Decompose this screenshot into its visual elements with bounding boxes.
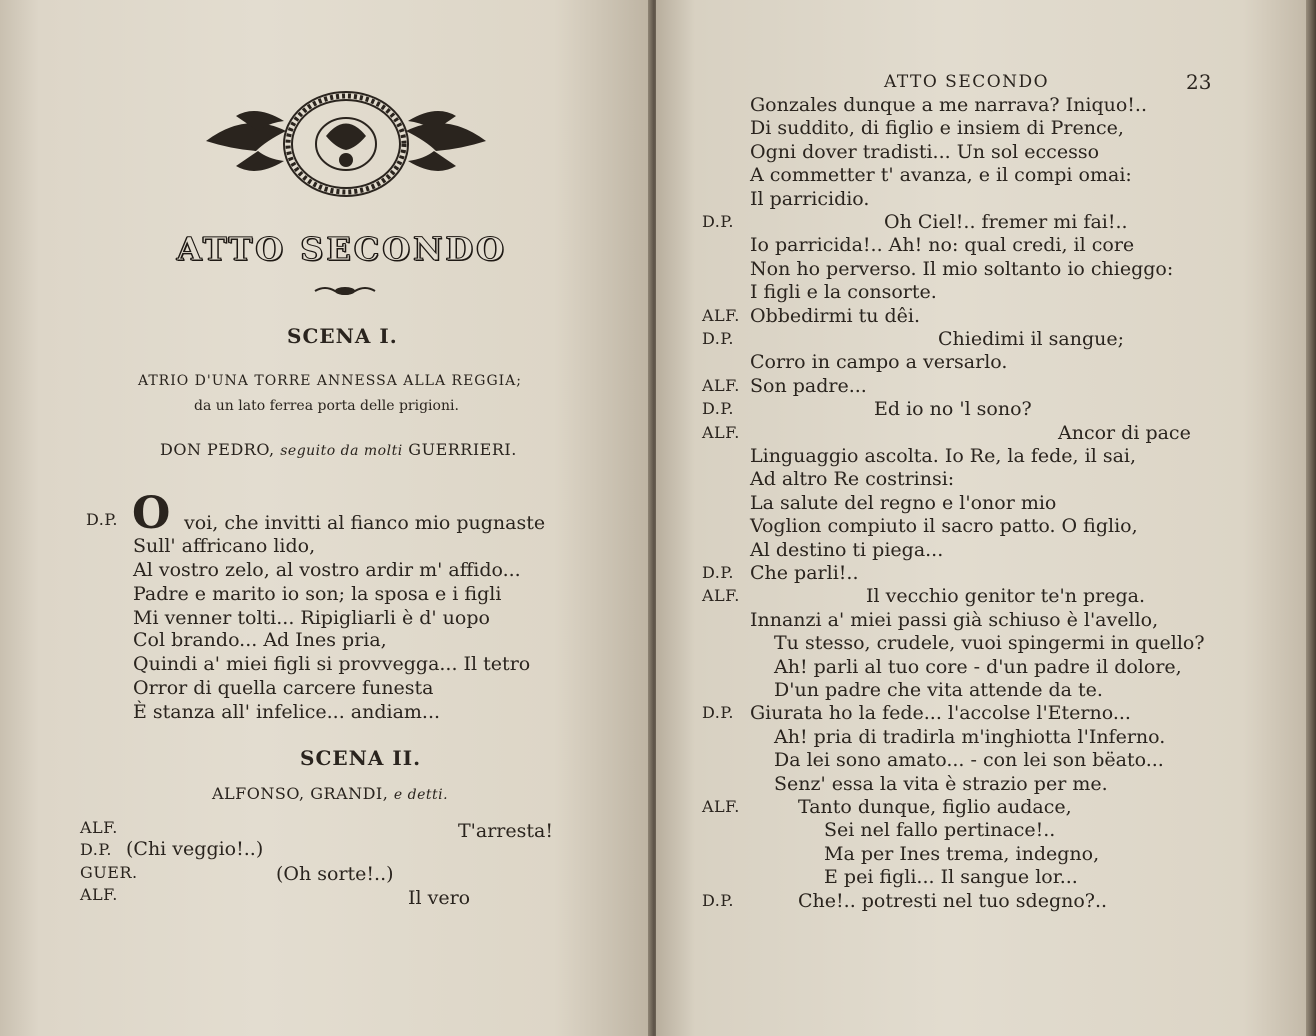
verse-line: Al destino ti piega... bbox=[750, 538, 944, 561]
verse-line: Corro in campo a versarlo. bbox=[750, 351, 1008, 374]
speaker-label: ALF. bbox=[702, 797, 740, 816]
verse-line: Ma per Ines trema, indegno, bbox=[824, 842, 1100, 865]
verse-line: Innanzi a' miei passi già schiuso è l'avello, bbox=[750, 608, 1159, 631]
verse-line: Giurata ho la fede... l'accolse l'Eterno... bbox=[750, 702, 1131, 725]
cast-direction: seguito da molti bbox=[280, 443, 403, 459]
cast-name: ALFONSO, GRANDI, bbox=[212, 784, 389, 803]
right-page bbox=[656, 0, 1308, 1036]
verse-line: Son padre... bbox=[750, 374, 867, 397]
speaker-label: D.P. bbox=[86, 510, 118, 529]
drop-initial: O bbox=[132, 488, 171, 539]
speaker-label: D.P. bbox=[702, 329, 734, 348]
verse-line: Da lei sono amato... - con lei son bëato... bbox=[774, 749, 1164, 772]
verse-line: Al vostro zelo, al vostro ardir m' affido... bbox=[133, 559, 521, 581]
speaker-label: ALF. bbox=[702, 422, 740, 442]
scene1-cast bbox=[160, 442, 517, 458]
verse-line: Obbedirmi tu dêi. bbox=[750, 304, 921, 327]
verse-line: Orror di quella carcere funesta bbox=[133, 677, 434, 699]
scene2-cast bbox=[212, 786, 448, 802]
speaker-label: ALF. bbox=[702, 586, 740, 606]
verse-line: Di suddito, di figlio e insiem di Prence, bbox=[750, 117, 1124, 140]
verse-line: Io parricida!.. Ah! no: qual credi, il core bbox=[750, 234, 1135, 257]
verse-line: E pei figli... Il sangue lor... bbox=[824, 866, 1078, 889]
verse-line: Il vero bbox=[408, 887, 471, 909]
verse-line: Quindi a' miei figli si provvegga... Il tetro bbox=[133, 653, 531, 675]
verse-line: (Oh sorte!..) bbox=[276, 863, 394, 885]
small-ornament-icon bbox=[310, 284, 380, 298]
verse-line: Col brando... Ad Ines pria, bbox=[133, 629, 387, 651]
verse-line: A commetter t' avanza, e il compi omai: bbox=[750, 164, 1132, 187]
verse-line: Che!.. potresti nel tuo sdegno?.. bbox=[798, 889, 1108, 912]
scene1-setting-2: da un lato ferrea porta delle prigioni. bbox=[194, 398, 459, 414]
scene2-title: SCENA II. bbox=[300, 746, 422, 770]
verse-line: Il parricidio. bbox=[750, 187, 870, 210]
verse-line: Voglion compiuto il sacro patto. O figlio, bbox=[750, 515, 1138, 538]
speaker-label: ALF. bbox=[702, 305, 740, 325]
cast-name: GUERRIERI. bbox=[408, 440, 517, 459]
verse-line: Ah! pria di tradirla m'inghiotta l'Inferno. bbox=[774, 725, 1166, 748]
page-number: 23 bbox=[1186, 70, 1212, 94]
verse-line: La salute del regno e l'onor mio bbox=[750, 491, 1057, 514]
verse-line: Ancor di pace bbox=[1058, 421, 1191, 444]
verse-line: Linguaggio ascolta. Io Re, la fede, il sai, bbox=[750, 445, 1137, 467]
verse-line: Oh Ciel!.. fremer mi fai!.. bbox=[884, 211, 1128, 233]
act-title: ATTO SECONDO bbox=[176, 230, 508, 268]
speaker-label: GUER. bbox=[80, 863, 138, 882]
speaker-label: D.P. bbox=[702, 890, 734, 910]
cast-direction: e detti. bbox=[393, 787, 449, 803]
cast-name: DON PEDRO, bbox=[160, 440, 275, 459]
verse-line: Ah! parli al tuo core - d'un padre il dolore, bbox=[774, 655, 1182, 678]
verse-line: Senz' essa la vita è strazio per me. bbox=[774, 772, 1108, 795]
speaker-label: D.P. bbox=[80, 840, 112, 859]
verse-line: Ad altro Re costrinsi: bbox=[750, 468, 955, 491]
speaker-label: D.P. bbox=[702, 563, 734, 582]
verse-line: Sull' affricano lido, bbox=[133, 535, 316, 557]
verse-line: D'un padre che vita attende da te. bbox=[774, 679, 1103, 701]
verse-line: È stanza all' infelice... andiam... bbox=[133, 701, 441, 723]
speaker-label: D.P. bbox=[702, 399, 734, 419]
scene1-title: SCENA I. bbox=[287, 324, 398, 348]
left-page bbox=[0, 0, 652, 1036]
scene1-setting: ATRIO D'UNA TORRE ANNESSA ALLA REGGIA; bbox=[138, 373, 523, 389]
verse-line: Ogni dover tradisti... Un sol eccesso bbox=[750, 140, 1100, 163]
verse-line: Il vecchio genitor te'n prega. bbox=[866, 585, 1145, 608]
verse-line: I figli e la consorte. bbox=[750, 281, 937, 304]
headpiece-ornament-icon bbox=[196, 86, 496, 206]
speaker-label: D.P. bbox=[702, 212, 734, 231]
book-edge bbox=[1306, 0, 1316, 1036]
verse-line: T'arresta! bbox=[458, 820, 553, 842]
verse-line: Che parli!.. bbox=[750, 562, 859, 584]
verse-line: Gonzales dunque a me narrava? Iniquo!.. bbox=[750, 94, 1148, 116]
verse-line: Sei nel fallo pertinace!.. bbox=[824, 819, 1056, 842]
verse-line: Mi venner tolti... Ripigliarli è d' uopo bbox=[133, 607, 490, 629]
verse-line: Non ho perverso. Il mio soltanto io chieggo: bbox=[750, 257, 1174, 280]
speaker-label: D.P. bbox=[702, 703, 734, 723]
speaker-label: ALF. bbox=[80, 818, 118, 837]
speaker-label: ALF. bbox=[80, 885, 118, 904]
verse-line: voi, che invitti al fianco mio pugnaste bbox=[184, 512, 546, 534]
verse-line: Ed io no 'l sono? bbox=[874, 398, 1032, 421]
verse-line: Padre e marito io son; la sposa e i figli bbox=[133, 583, 502, 605]
verse-line: Tanto dunque, figlio audace, bbox=[798, 796, 1072, 818]
verse-line: (Chi veggio!..) bbox=[126, 838, 264, 860]
verse-line: Chiedimi il sangue; bbox=[938, 328, 1125, 350]
speaker-label: ALF. bbox=[702, 375, 740, 395]
verse-line: Tu stesso, crudele, vuoi spingermi in quello? bbox=[774, 632, 1205, 655]
running-head: ATTO SECONDO bbox=[884, 72, 1050, 92]
